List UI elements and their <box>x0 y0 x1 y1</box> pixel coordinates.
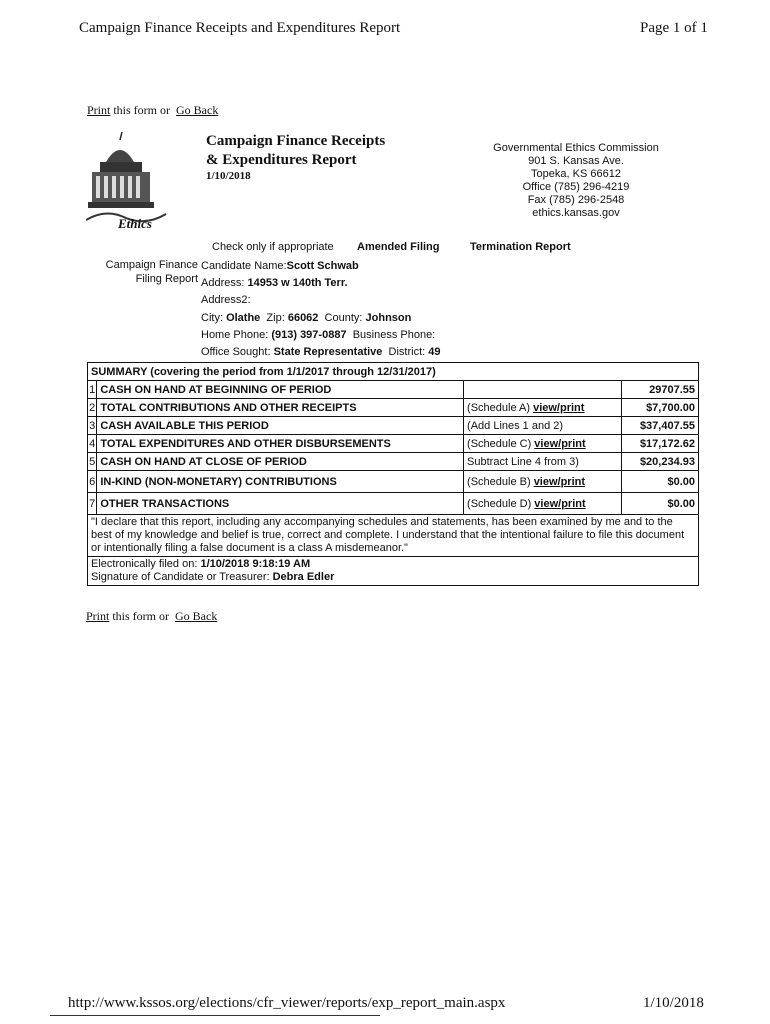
candidate-city: Olathe <box>226 311 261 324</box>
table-row <box>88 435 699 453</box>
footer-url: http://www.kssos.org/elections/cfr_viewer/reports/exp_report_main.aspx <box>68 995 506 1011</box>
agency-office-phone: Office (785) 296-4219 <box>522 181 630 193</box>
line-number: 5 <box>88 453 97 471</box>
report-title <box>206 132 385 170</box>
line-schedule <box>464 471 622 493</box>
print-line-bottom <box>86 609 220 624</box>
line-amount: $7,700.00 <box>622 399 699 417</box>
candidate-address2-row <box>201 292 441 309</box>
line-amount: $37,407.55 <box>622 417 699 435</box>
line-description: TOTAL EXPENDITURES AND OTHER DISBURSEMENTS <box>97 435 464 453</box>
page-number: Page 1 of 1 <box>640 20 708 36</box>
summary-heading-row <box>88 363 699 381</box>
line-number: 7 <box>88 493 97 515</box>
report-date: 1/10/2018 <box>206 170 251 182</box>
report-title-line1: Campaign Finance Receipts <box>206 133 386 149</box>
line-description: TOTAL CONTRIBUTIONS AND OTHER RECEIPTS <box>97 399 464 417</box>
line-description: IN-KIND (NON-MONETARY) CONTRIBUTIONS <box>97 471 464 493</box>
amended-filing-option[interactable]: Amended Filing <box>357 241 440 253</box>
table-row <box>88 453 699 471</box>
line-schedule <box>464 453 622 471</box>
candidate-phone-row <box>201 327 441 344</box>
line-schedule <box>464 399 622 417</box>
print-line-text: this form or <box>113 103 171 117</box>
signature-value: Debra Edler <box>272 571 335 583</box>
table-row <box>88 493 699 515</box>
signature-row <box>91 571 695 584</box>
line-number: 2 <box>88 399 97 417</box>
check-label: Check only if appropriate <box>212 241 334 253</box>
filing-info <box>88 557 699 586</box>
city-label: City: <box>201 311 223 324</box>
candidate-office-row <box>201 344 441 361</box>
table-row <box>88 471 699 493</box>
address-label: Address: <box>201 277 245 290</box>
table-row <box>88 381 699 399</box>
print-line-top <box>87 103 221 118</box>
campaign-finance-label <box>102 258 198 286</box>
line-schedule <box>464 381 622 399</box>
filing-row <box>88 557 699 586</box>
line-number: 4 <box>88 435 97 453</box>
candidate-info <box>201 258 441 361</box>
print-line-text: this form or <box>112 609 170 623</box>
schedule-a-view-print-link[interactable]: view/print <box>533 401 585 414</box>
line-number: 1 <box>88 381 97 399</box>
report-title-line2: & Expenditures Report <box>206 152 357 168</box>
county-label: County: <box>324 311 363 324</box>
footer-rule <box>50 1015 380 1016</box>
schedule-label: (Add Lines 1 and 2) <box>467 419 564 432</box>
table-row <box>88 399 699 417</box>
schedule-b-view-print-link[interactable]: view/print <box>533 475 586 488</box>
logo-text: Ethics <box>118 216 152 230</box>
candidate-district: 49 <box>428 346 441 359</box>
filed-on-value: 1/10/2018 9:18:19 AM <box>200 558 311 570</box>
line-number: 6 <box>88 471 97 493</box>
table-row <box>88 417 699 435</box>
summary-table <box>87 362 699 586</box>
agency-website: ethics.kansas.gov <box>532 207 620 219</box>
agency-fax: Fax (785) 296-2548 <box>527 194 625 206</box>
candidate-office-sought: State Representative <box>273 346 383 359</box>
line-amount: $20,234.93 <box>622 453 699 471</box>
line-amount: 29707.55 <box>622 381 699 399</box>
schedule-label: (Schedule D) <box>467 497 532 510</box>
signature-label: Signature of Candidate or Treasurer: <box>91 571 270 583</box>
candidate-zip: 66062 <box>287 311 319 324</box>
zip-label: Zip: <box>266 311 285 324</box>
go-back-link[interactable]: Go Back <box>175 609 218 623</box>
address2-label: Address2: <box>201 294 251 307</box>
termination-report-option[interactable]: Termination Report <box>470 241 571 253</box>
go-back-link[interactable]: Go Back <box>176 103 219 117</box>
line-number: 3 <box>88 417 97 435</box>
line-description: CASH AVAILABLE THIS PERIOD <box>97 417 464 435</box>
candidate-county: Johnson <box>365 311 412 324</box>
district-label: District: <box>388 346 426 359</box>
capitol-building-icon <box>86 130 170 230</box>
agency-address-block <box>478 142 674 220</box>
line-schedule <box>464 417 622 435</box>
business-phone-label: Business Phone: <box>352 328 436 341</box>
declaration-text: "I declare that this report, including any accompanying schedules and statements, has been examined by me and to the best of my knowledge and belief is true, correct and complete. I understand that the intentional failure to file this document or intentionally filing a false document is a class A misdemeanor." <box>88 515 699 557</box>
line-description: CASH ON HAND AT BEGINNING OF PERIOD <box>97 381 464 399</box>
agency-city: Topeka, KS 66612 <box>531 168 621 180</box>
candidate-name-label: Candidate Name: <box>201 260 287 272</box>
ethics-commission-logo <box>86 130 170 230</box>
schedule-label: (Schedule A) <box>467 401 531 414</box>
agency-street: 901 S. Kansas Ave. <box>528 155 624 167</box>
print-link[interactable]: Print <box>86 609 110 623</box>
candidate-city-row <box>201 310 441 327</box>
line-schedule <box>464 435 622 453</box>
agency-name: Governmental Ethics Commission <box>493 142 659 154</box>
filed-on-label: Electronically filed on: <box>91 558 198 570</box>
office-sought-label: Office Sought: <box>201 346 271 359</box>
line-amount: $0.00 <box>622 471 699 493</box>
candidate-name: Scott Schwab <box>286 260 359 272</box>
campaign-finance-label-line1: Campaign Finance <box>105 259 198 271</box>
footer-date: 1/10/2018 <box>643 995 704 1011</box>
candidate-name-row <box>201 258 441 275</box>
line-description: OTHER TRANSACTIONS <box>97 493 464 515</box>
candidate-home-phone: (913) 397-0887 <box>271 328 347 341</box>
line-amount: $17,172.62 <box>622 435 699 453</box>
line-schedule <box>464 493 622 515</box>
summary-heading: SUMMARY (covering the period from 1/1/2017 through 12/31/2017) <box>88 363 699 381</box>
line-description: CASH ON HAND AT CLOSE OF PERIOD <box>97 453 464 471</box>
candidate-address-row <box>201 275 441 292</box>
schedule-c-view-print-link[interactable]: view/print <box>534 437 586 450</box>
home-phone-label: Home Phone: <box>201 328 269 341</box>
campaign-finance-label-line2: Filing Report <box>135 273 198 285</box>
schedule-label: (Schedule C) <box>467 437 532 450</box>
declaration-row <box>88 515 699 557</box>
candidate-address: 14953 w 140th Terr. <box>247 277 348 290</box>
schedule-d-view-print-link[interactable]: view/print <box>534 497 586 510</box>
schedule-label: Subtract Line 4 from 3) <box>467 455 579 468</box>
filed-on-row <box>91 558 695 571</box>
print-link[interactable]: Print <box>87 103 111 117</box>
line-amount: $0.00 <box>622 493 699 515</box>
schedule-label: (Schedule B) <box>467 475 531 488</box>
page-header-title: Campaign Finance Receipts and Expenditures Report <box>79 20 401 36</box>
